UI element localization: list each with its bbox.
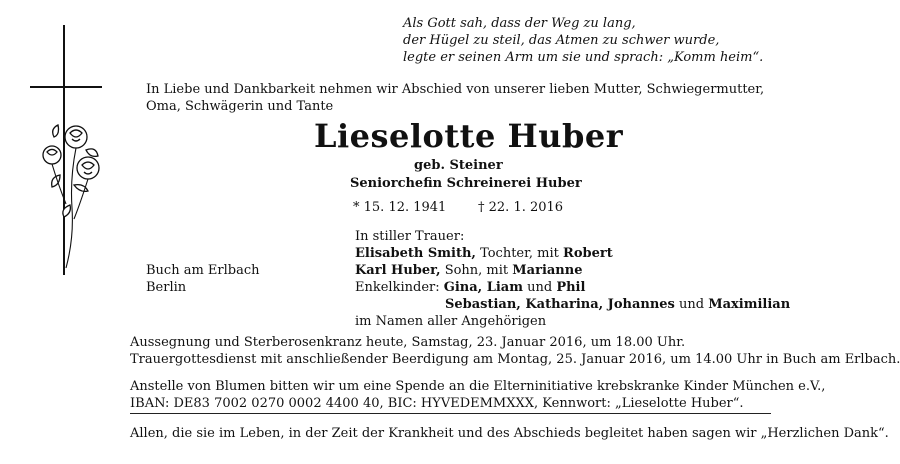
- grandchildren-names: Sebastian, Katharina, Johannes: [445, 297, 675, 312]
- place: Berlin: [146, 280, 187, 295]
- poem-line: der Hügel zu steil, das Atmen zu schwer wurde,: [403, 33, 720, 48]
- cross-with-roses-icon: [30, 25, 110, 285]
- funeral-line: Trauergottesdienst mit anschließender Beerdigung am Montag, 25. Januar 2016, um 14.00 Uhr in Buch am Erlbach.: [130, 352, 900, 367]
- intro-text: [146, 81, 764, 115]
- mourner-name: Elisabeth Smith,: [355, 246, 476, 261]
- place: Buch am Erlbach: [146, 263, 260, 278]
- grandchild-name: Phil: [556, 280, 586, 295]
- deceased-name: Lieselotte Huber: [314, 117, 624, 155]
- mourner-name: Karl Huber,: [355, 263, 441, 278]
- grandchildren-names: Gina, Liam: [443, 280, 523, 295]
- mourner-line: [355, 262, 790, 279]
- poem: [403, 15, 763, 66]
- mourner-partner: Robert: [563, 246, 613, 261]
- death-date: † 22. 1. 2016: [478, 200, 564, 215]
- mourner-line: [355, 296, 790, 313]
- mourner-line: [355, 279, 790, 296]
- mourner-line: im Namen aller Angehörigen: [355, 314, 547, 329]
- conjunction: und: [674, 297, 709, 312]
- places: [146, 262, 260, 296]
- maiden-name: geb. Steiner: [414, 158, 503, 173]
- thanks-text: Allen, die sie im Leben, in der Zeit der Krankheit und des Abschieds begleitet haben sagen wir „Herzlichen Dank“.: [130, 426, 889, 441]
- donation-line: Anstelle von Blumen bitten wir um eine Spende an die Elterninitiative krebskranke Kinder München e.V.,: [130, 379, 826, 394]
- mourner-relation: Tochter, mit: [475, 246, 564, 261]
- poem-line: Als Gott sah, dass der Weg zu lang,: [403, 16, 636, 31]
- birth-date: * 15. 12. 1941: [353, 200, 447, 215]
- donation-info: [130, 378, 825, 412]
- mourner-partner: Marianne: [512, 263, 583, 278]
- mourner-relation: Sohn, mit: [440, 263, 513, 278]
- grandchildren-label: Enkelkinder:: [355, 280, 444, 295]
- mourners-heading: In stiller Trauer:: [355, 229, 465, 244]
- mourners-list: [355, 245, 790, 330]
- grandchild-name: Maximilian: [708, 297, 791, 312]
- poem-line: legte er seinen Arm um sie und sprach: „Komm heim“.: [403, 50, 764, 65]
- funeral-line: Aussegnung und Sterberosenkranz heute, Samstag, 23. Januar 2016, um 18.00 Uhr.: [130, 335, 686, 350]
- funeral-info: [130, 334, 900, 368]
- intro-line: In Liebe und Dankbarkeit nehmen wir Abschied von unserer lieben Mutter, Schwiegermutter,: [146, 82, 765, 97]
- intro-line: Oma, Schwägerin und Tante: [146, 99, 334, 114]
- donation-line: IBAN: DE83 7002 0270 0002 4400 40, BIC: HYVEDEMMXXX, Kennwort: „Lieselotte Huber“.: [130, 396, 744, 411]
- deceased-title: Seniorchefin Schreinerei Huber: [350, 176, 582, 191]
- conjunction: und: [522, 280, 557, 295]
- divider: [130, 413, 771, 414]
- mourner-line: [355, 245, 790, 262]
